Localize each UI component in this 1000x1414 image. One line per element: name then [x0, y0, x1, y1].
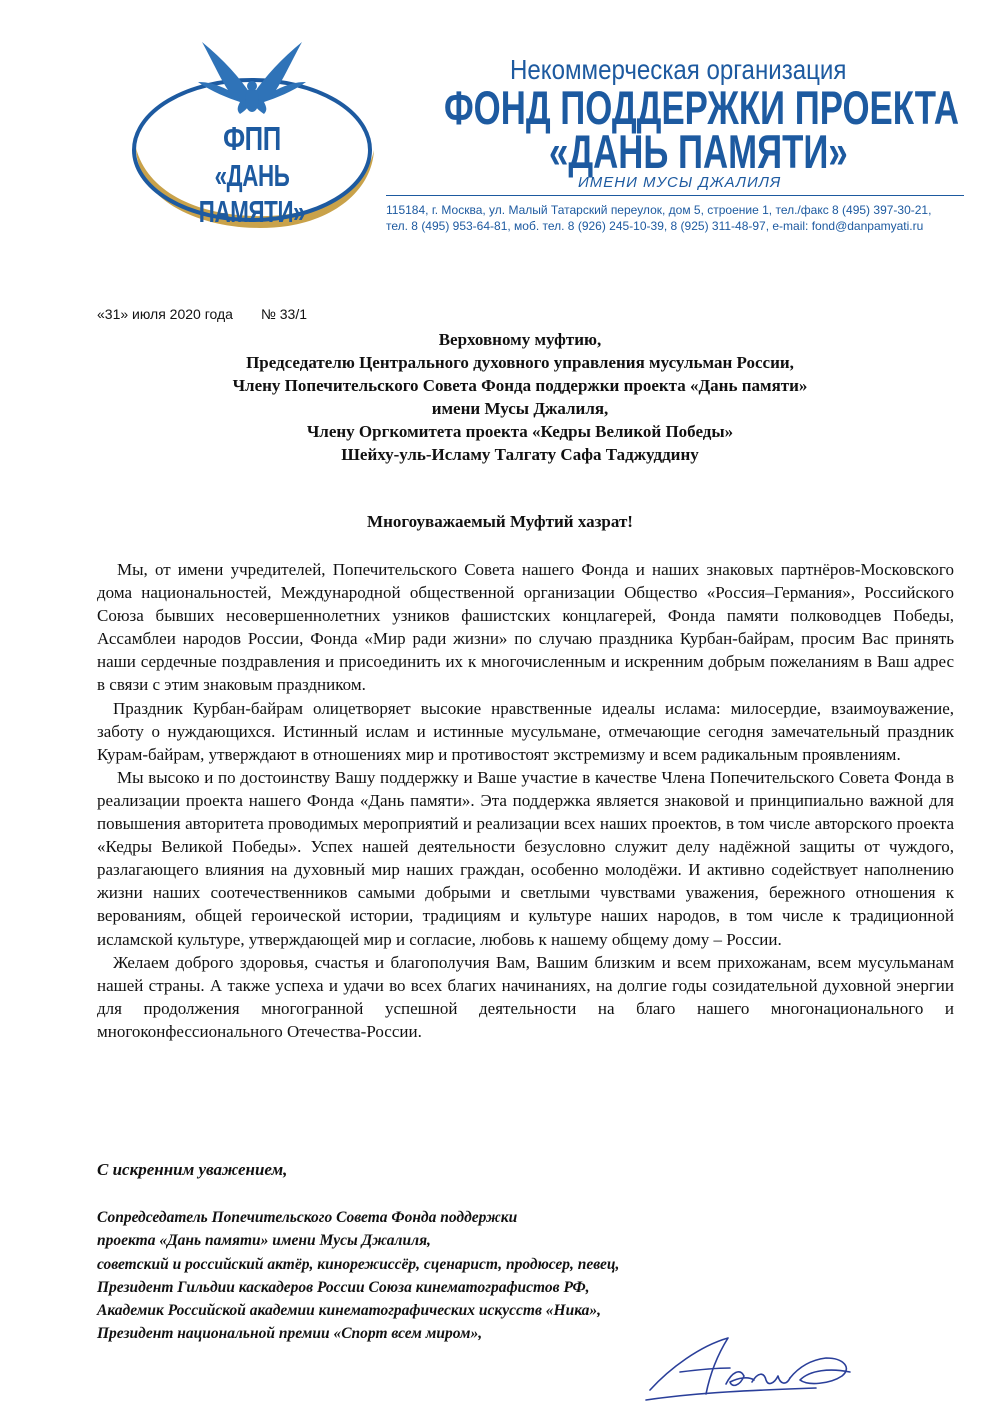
signer-line: Президент национальной премии «Спорт всем миром», — [97, 1325, 483, 1343]
letter-date: «31» июля 2020 года — [97, 306, 233, 322]
org-address-line: 115184, г. Москва, ул. Малый Татарский переулок, дом 5, строение 1, тел./факс 8 (495) 397-30-21, — [386, 203, 932, 217]
org-address-line: тел. 8 (495) 953-64-81, моб. тел. 8 (926) 245-10-39, 8 (925) 311-48-97, e-mail: fond@danpamyati.ru — [386, 219, 924, 233]
addressee-line: имени Мусы Джалиля, — [431, 399, 609, 418]
body-paragraph: Мы, от имени учредителей, Попечительского Совета нашего Фонда и наших знаковых партнёров-Московского дома национальностей, Международной общественной организации Общество «Россия–Германия», Российского Союза бывших несовершеннолетних узников фашистских концлагерей, Фонда памяти полководцев Победы, Ассамблеи народов России, Фонда «Мир ради жизни» по случаю праздника Курбан-байрам, просим Вас принять наши сердечные поздравления и присоединить их к многочисленным и искренним добрым пожеланиям в Ваш адрес в связи с этим знаковым праздником. — [97, 560, 954, 695]
letter-body — [97, 558, 954, 1043]
logo-acronym: ФПП — [223, 120, 281, 157]
signer-line: Сопредседатель Попечительского Совета Фонда поддержки — [97, 1209, 518, 1226]
letterhead-divider — [386, 195, 964, 196]
handwritten-signature — [640, 1328, 860, 1408]
addressee-line: Председателю Центрального духовного управления мусульман России, — [246, 353, 794, 372]
body-paragraph: Праздник Курбан-байрам олицетворяет высокие нравственные идеалы ислама: милосердие, взаимоуважение, заботу о нуждающихся. Истинный ислам и истинные мусульмане, отмечающие сегодня замечательный праздник Курам-байрам, утверждают в отношениях мир и противостоят экстремизму и всем радикальным проявлениям. — [97, 698, 954, 764]
signer-line: Академик Российской академии кинематографических искусств «Ника», — [97, 1302, 602, 1320]
signer-line: советский и российский актёр, кинорежиссёр, сценарист, продюсер, певец, — [97, 1255, 620, 1273]
addressee-line: Шейху-уль-Исламу Талгату Сафа Таджуддину — [341, 445, 699, 464]
org-named-after: ИМЕНИ МУСЫ ДЖАЛИЛЯ — [578, 174, 782, 191]
org-type: Некоммерческая организация — [510, 54, 847, 85]
salutation: Многоуважаемый Муфтий хазрат! — [367, 512, 633, 531]
org-name-line1: ФОНД ПОДДЕРЖКИ ПРОЕКТА — [444, 81, 959, 134]
letter-meta — [97, 306, 307, 322]
body-paragraph: Желаем доброго здоровья, счастья и благополучия Вам, Вашим близким и всем прихожанам, всем мусульманам нашей страны. А также успеха и удачи во всех благих начинаниях, на долгие годы созидательной духовной энергии для продолжения многогранной успешной деятельности на благо нашего многонационального и многоконфессионального Отечества-России. — [97, 952, 954, 1041]
signer-line: Президент Гильдии каскадеров России Союза кинематографистов РФ, — [97, 1278, 590, 1296]
org-contacts — [386, 202, 964, 234]
signer-block — [97, 1206, 619, 1346]
logo-project-name: «ДАНЬ ПАМЯТИ» — [198, 158, 306, 229]
letter-number: № 33/1 — [260, 306, 307, 322]
addressee-line: Члену Оргкомитета проекта «Кедры Великой Победы» — [306, 422, 734, 441]
addressee-line: Верховному муфтию, — [438, 330, 602, 349]
addressee-block — [200, 328, 840, 466]
closing-phrase: С искренним уважением, — [97, 1160, 288, 1179]
addressee-line: Члену Попечительского Совета Фонда поддержки проекта «Дань памяти» — [232, 376, 808, 395]
org-name-line2: «ДАНЬ ПАМЯТИ» — [549, 125, 848, 178]
signer-line: проекта «Дань памяти» имени Мусы Джалиля, — [97, 1232, 431, 1250]
foundation-logo — [128, 38, 376, 230]
body-paragraph: Мы высоко и по достоинству Вашу поддержку и Ваше участие в качестве Члена Попечительского Совета Фонда в реализации проекта нашего Фонда «Дань памяти». Эта поддержка является знаковой и принципиально важной для повышения авторитета проводимых мероприятий и реализации всех наших проектов, в том числе авторского проекта «Кедры Великой Победы». Успех нашей деятельности безусловно служит делу надёжной защиты от чуждого, разлагающего влияния на духовный мир наших граждан, особенно молодёжи. И активно содействует наполнению жизни наших соотечественников самыми добрыми и светлыми чувствами уважения, бережного отношения к верованиям, общей героической истории, традициям и культуре наших народов, в том числе к традиционной исламской культуре, утверждающей мир и согласие, любовь к нашему общему дому – России. — [97, 767, 954, 949]
